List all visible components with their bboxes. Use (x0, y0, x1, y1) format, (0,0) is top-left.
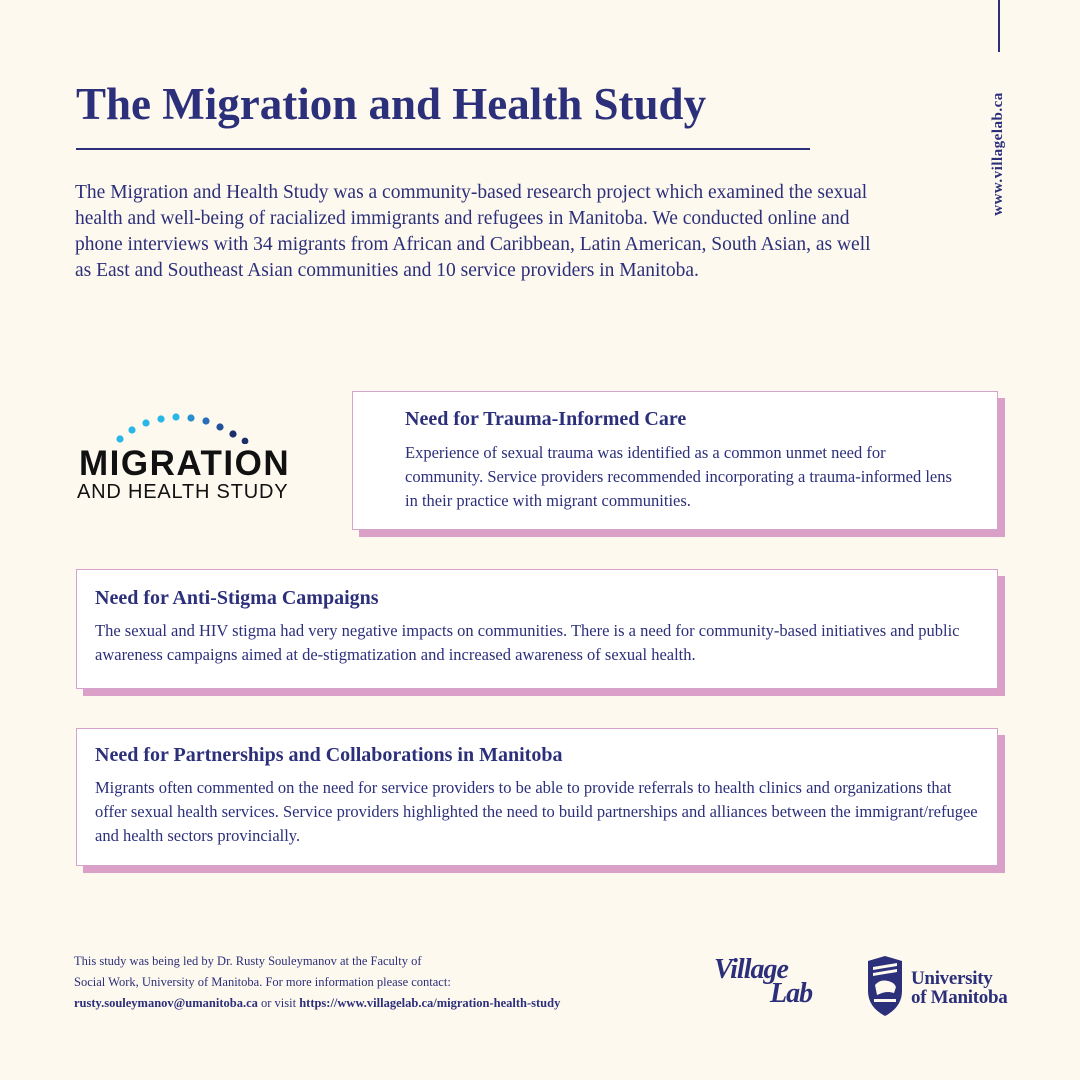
logo-dots-arc-icon (112, 408, 262, 444)
title-underline (76, 148, 810, 150)
contact-email-link[interactable]: rusty.souleymanov@umanitoba.ca (74, 996, 258, 1010)
village-lab-logo-line2: Lab (770, 978, 813, 1009)
logo-subtitle: AND HEALTH STUDY (77, 481, 289, 503)
card-body: Experience of sexual trauma was identified as a common unmet need for community. Service providers recommended incorporating a trauma-informed lens in their practice with migrant communities. (405, 443, 952, 510)
logo-wordmark: MIGRATION (79, 444, 291, 483)
university-crest-icon (866, 955, 904, 1017)
footer-line-3 (74, 993, 714, 1014)
footer-or-visit: or visit (257, 996, 300, 1010)
migration-health-study-logo (76, 408, 326, 508)
university-of-manitoba-wordmark (911, 969, 1007, 1007)
card-heading: Need for Partnerships and Collaborations in Manitoba (95, 744, 563, 766)
village-lab-logo (712, 952, 832, 1012)
university-line2: of Manitoba (911, 987, 1008, 1008)
card-anti-stigma-campaigns (76, 569, 998, 689)
page-title: The Migration and Health Study (76, 79, 707, 129)
top-right-rule (998, 0, 1000, 52)
card-heading: Need for Anti-Stigma Campaigns (95, 587, 379, 609)
intro-paragraph: The Migration and Health Study was a community-based research project which examined the sexual health and well-being of racialized immigrants and refugees in Manitoba. We conducted online and phone interviews with 34 migrants from African and Caribbean, Latin American, South Asian, as well as East and Southeast Asian communities and 10 service providers in Manitoba. (75, 182, 871, 281)
footer-line-2: Social Work, University of Manitoba. For more information please contact: (74, 975, 451, 989)
footer-line-1: This study was being led by Dr. Rusty Souleymanov at the Faculty of (74, 954, 422, 968)
side-website-url[interactable]: www.villagelab.ca (990, 92, 1006, 216)
card-partnerships-collaborations (76, 728, 998, 866)
card-body: The sexual and HIV stigma had very negative impacts on communities. There is a need for community-based initiatives and public awareness campaigns aimed at de-stigmatization and increased awareness of sexual health. (95, 621, 960, 664)
village-lab-logo-line1: Village (714, 954, 788, 985)
card-trauma-informed-care (352, 391, 998, 530)
card-body: Migrants often commented on the need for service providers to be able to provide referrals to health clinics and organizations that offer sexual health services. Service providers highlighted the need to build partnerships and alliances between the immigrant/refugee and health sectors provincially. (95, 778, 978, 845)
study-url-link[interactable]: https://www.villagelab.ca/migration-health-study (299, 996, 561, 1010)
card-heading: Need for Trauma-Informed Care (405, 408, 687, 430)
footer-credits (74, 951, 714, 1014)
university-line1: University (911, 968, 993, 989)
